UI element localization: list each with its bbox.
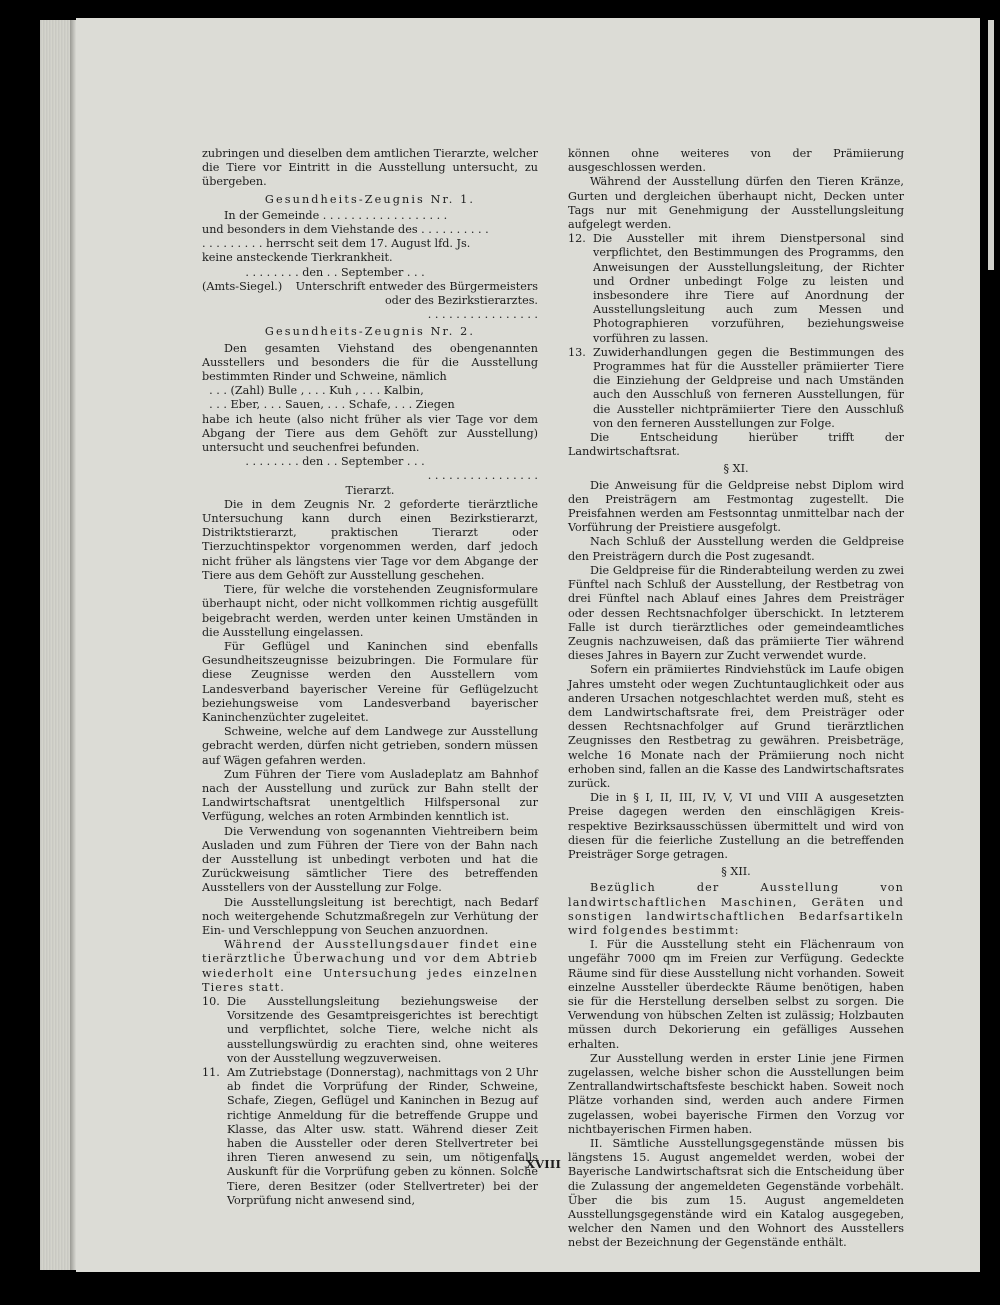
signature-row <box>202 280 538 294</box>
paragraph-r15: Zur Ausstellung werden in erster Linie jene Firmen zugelassen, welche bisher schon die Ausstellungen beim Zentrallandwirtschaftsfeste beschickt haben. Soweit noch Plätze vorhanden sind, werden auch andere Firmen zugelassen, wobei bayerische Firmen den Vorzug vor nichtbayerischen Firmen haben. <box>568 1051 904 1136</box>
paragraph-l8: (Amts-Siegel.) <box>202 279 283 293</box>
paragraph-l10: oder des Bezirkstierarztes. <box>384 294 538 308</box>
paragraph-r13: Bezüglich der Ausstellung von landwirtschaftlichen Maschinen, Geräten und sonstigen landwirtschaftlichen Bedarfsartikeln wird folgendes bestimmt: <box>568 881 904 937</box>
paragraph-l4: und besonders in dem Viehstande des . . . . . . . . . . <box>202 223 489 237</box>
paragraph-l5: . . . . . . . . . herrscht seit dem 17. August lfd. Js. <box>202 237 471 251</box>
item-number: 10. <box>202 994 220 1008</box>
next-page-sliver <box>988 20 994 270</box>
paragraph-l27: Während der Ausstellungsdauer findet eine tierärztliche Überwachung und vor dem Abtrieb wiederholt eine Untersuchung jedes einzelnen Tieres statt. <box>202 938 538 994</box>
item-text: Die Aussteller mit ihrem Dienstpersonal sind verpflichtet, den Bestimmungen des Programms, den Anweisungen der Ausstellungsleitung, der Richter und Ordner unbedingt Folge zu leisten und insbesondere ihre Tiere auf Anordnung der Ausstellungsleitung auch zum Messen und Photographieren vorzuführen, beziehungsweise vorführen zu lassen. <box>593 232 904 345</box>
paragraph-l14: . . . (Zahl) Bulle , . . . Kuh , . . . Kalbin, <box>202 384 424 398</box>
paragraph-r2: Während der Ausstellung dürfen den Tieren Kränze, Gurten und dergleichen überhaupt nicht, Decken unter Tags nur mit Genehmigung der Ausstellungsleitung aufgelegt werden. <box>568 175 904 232</box>
paragraph-l19: Tierarzt. <box>345 483 395 497</box>
paragraph-r1: können ohne weiteres von der Prämiierung ausgeschlossen werden. <box>568 147 904 175</box>
paragraph-r5: Die Entscheidung hierüber trifft der Landwirtschaftsrat. <box>568 431 904 459</box>
paragraph-l28 <box>202 995 538 1066</box>
paragraph-r16: II. Sämtliche Ausstellungsgegenstände müssen bis längstens 15. August angemeldet werden, wobei der Bayerische Landwirtschaftsrat sich die Entscheidung über die Zulassung der angemeldeten Gegenstände vorbehält. Über die bis zum 15. August angemeldeten Ausstellungsgegenstände wird ein Katalog ausgegeben, welcher den Namen und den Wohnort des Ausstellers nebst der Bezeichnung der Gegenstände enthält. <box>568 1137 904 1250</box>
paragraph-r4 <box>568 346 904 431</box>
item-text: Zuwiderhandlungen gegen die Bestimmungen des Programmes hat für die Aussteller prämiierter Tiere die Einziehung der Geldpreise und nach Umständen auch den Ausschluß von ferneren Ausstellungen, für die Aussteller nichtprämiierter Tiere den Ausschluß von den ferneren Ausstellungen zur Folge. <box>593 345 904 430</box>
paragraph-l13: Den gesamten Viehstand des obengenannten Ausstellers und besonders die für die Ausstellung bestimmten Rinder und Schweine, nämlich <box>202 341 538 384</box>
paragraph-l17: . . . . . . . . den . . September . . . <box>224 455 425 469</box>
paragraph-l26: Die Ausstellungsleitung ist berechtigt, nach Bedarf noch weitergehende Schutzmaßregeln zur Verhütung der Ein- und Verschleppung von Seuchen anzuordnen. <box>202 895 538 937</box>
paragraph-l3: In der Gemeinde . . . . . . . . . . . . . . . . . . <box>224 208 448 222</box>
paragraph-l9: Unterschrift entweder des Bürgermeisters <box>295 279 538 293</box>
paragraph-l29 <box>202 1066 538 1208</box>
paragraph-r11: Die in § I, II, III, IV, V, VI und VIII A ausgesetzten Preise dagegen werden den einschlägigen Kreis- respektive Bezirksausschüssen übermittelt und wird von diesen für die feierliche Zustellung an die betreffenden Preisträger Sorge getragen. <box>568 791 904 861</box>
item-number: 11. <box>202 1066 220 1079</box>
paragraph-l21: Tiere, für welche die vorstehenden Zeugnisformulare überhaupt nicht, oder nicht vollkommen richtig ausgefüllt beigebracht werden, werden unter keinen Umständen in die Ausstellung eingelassen. <box>202 583 538 639</box>
right-scan-border <box>980 0 1000 1305</box>
item-number: 13. <box>568 345 586 359</box>
paragraph-l24: Zum Führen der Tiere vom Ausladeplatz am Bahnhof nach der Ausstellung und zurück zur Bahn stellt der Landwirtschaftsrat unentgeltlich Hilfspersonal zur Verfügung, welches an roten Armbinden kenntlich ist. <box>202 767 538 824</box>
paragraph-l18: . . . . . . . . . . . . . . . . <box>427 469 538 483</box>
page-folio: XVIII <box>526 1157 562 1171</box>
paragraph-r14: I. Für die Ausstellung steht ein Flächenraum von ungefähr 7000 qm im Freien zur Verfügung. Gedeckte Räume sind für diese Ausstellung nicht vorhanden. Soweit einzelne Aussteller überdeckte Räume benötigen, haben sie für die Herstellung derselben selbst zu sorgen. Die Verwendung von hübschen Zelten ist zulässig; Holzbauten müssen durch Dekorierung ein gefälliges Aussehen erhalten. <box>568 938 904 1051</box>
paragraph-l6: keine ansteckende Tierkrankheit. <box>202 251 393 265</box>
paragraph-r8: Nach Schluß der Ausstellung werden die Geldpreise den Preisträgern durch die Post zugesandt. <box>568 535 904 563</box>
paragraph-l1: zubringen und dieselben dem amtlichen Tierarzte, welcher die Tiere vor Eintritt in die Ausstellung untersucht, zu übergeben. <box>202 147 539 189</box>
paragraph-l22: Für Geflügel und Kaninchen sind ebenfalls Gesundheitszeugnisse beizubringen. Die Formulare für diese Zeugnisse werden den Ausstellern vom Landesverband bayerischer Vereine für Geflügelzucht beziehungsweise vom Landesverband bayerischer Kaninchenzüchter zugeleitet. <box>202 639 538 724</box>
paragraph-r9: Die Geldpreise für die Rinderabteilung werden zu zwei Fünftel nach Schluß der Ausstellung, der Restbetrag von drei Fünftel nach Ablauf eines Jahres dem Preisträger oder dessen Rechtsnachfolger überschickt. In letzterem Falle ist durch tierärztliches oder gemeindeamtliches Zeugnis nachzuweisen, daß das prämiierte Tier während dieses Jahres in Bayern zur Zucht verwendet wurde. <box>568 563 904 663</box>
book-page-edges <box>40 20 70 1270</box>
right-text-column <box>568 147 904 1251</box>
paragraph-l12: Gesundheits-Zeugnis Nr. 2. <box>264 325 476 339</box>
paragraph-r6: § XI. <box>723 462 749 476</box>
paragraph-r12: § XII. <box>721 865 751 879</box>
paragraph-l25: Die Verwendung von sogenannten Viehtreibern beim Ausladen und zum Führen der Tiere von der Bahn nach der Ausstellung ist unbedingt verboten und hat die Zurückweisung sämtlicher Tiere des betreffenden Ausstellers von der Ausstellung zur Folge. <box>202 824 538 895</box>
left-text-column <box>202 147 538 1208</box>
paragraph-l23: Schweine, welche auf dem Landwege zur Ausstellung gebracht werden, dürfen nicht getrieben, sondern müssen auf Wägen gefahren werden. <box>202 725 538 767</box>
paragraph-l2: Gesundheits-Zeugnis Nr. 1. <box>264 192 476 206</box>
item-text: Die Ausstellungsleitung beziehungsweise der Vorsitzende des Gesamtpreisgerichtes ist berechtigt und verpflichtet, solche Tiere, welche nicht als ausstellungswürdig zu erachten sind, ohne weiteres von der Ausstellung wegzuverweisen. <box>227 994 538 1065</box>
paragraph-l11: . . . . . . . . . . . . . . . . <box>427 308 538 322</box>
item-number: 12. <box>568 232 586 246</box>
item-text: Am Zutriebstage (Donnerstag), nachmittags von 2 Uhr ab findet die Vorprüfung der Rinder, Schweine, Schafe, Ziegen, Geflügel und Kaninchen in Bezug auf richtige Anmeldung für die betreffende Gruppe und Klasse, das Alter usw. statt. Während dieser Zeit haben die Aussteller oder deren Stellvertreter bei ihren Tieren anwesend zu sein, um nötigenfalls Auskunft für die Vorprüfung geben zu können. Solche Tiere, deren Besitzer (oder Stellvertreter) bei der Vorprüfung nicht anwesend sind, <box>227 1066 538 1207</box>
paragraph-r7: Die Anweisung für die Geldpreise nebst Diplom wird den Preisträgern am Festmontag zugestellt. Die Preisfahnen werden am Festsonntag unmittelbar nach der Vorführung der Preistiere ausgefolgt. <box>568 478 904 535</box>
paragraph-l7: . . . . . . . . den . . September . . . <box>224 265 425 279</box>
paragraph-r3 <box>568 232 904 346</box>
paragraph-l15: . . . Eber, . . . Sauen, . . . Schafe, . . . Ziegen <box>202 398 455 412</box>
paragraph-r10: Sofern ein prämiiertes Rindviehstück im Laufe obigen Jahres umsteht oder wegen Zuchtuntauglichkeit oder aus anderen Ursachen notgeschlachtet werden muß, steht es dem Landwirtschaftsrate frei, dem Preisträger oder dessen Rechtsnachfolger auf Grund tierärztlichen Zeugnisses den Restbetrag zu gewähren. Preisbeträge, welche 16 Monate nach der Prämiierung noch nicht erhoben sind, fallen an die Kasse des Landwirtschaftsrates zurück. <box>568 663 904 790</box>
paragraph-l20: Die in dem Zeugnis Nr. 2 geforderte tierärztliche Untersuchung kann durch einen Bezirkstierarzt, Distriktstierarzt, praktischen Tierarzt oder Tierzuchtinspektor vorgenommen werden, darf jedoch nicht früher als längstens vier Tage vor dem Abgange der Tiere aus dem Gehöft zur Ausstellung geschehen. <box>202 497 538 582</box>
paragraph-l16: habe ich heute (also nicht früher als vier Tage vor dem Abgang der Tiere aus dem Gehöft zur Ausstellung) untersucht und seuchenfrei befunden. <box>202 412 538 455</box>
